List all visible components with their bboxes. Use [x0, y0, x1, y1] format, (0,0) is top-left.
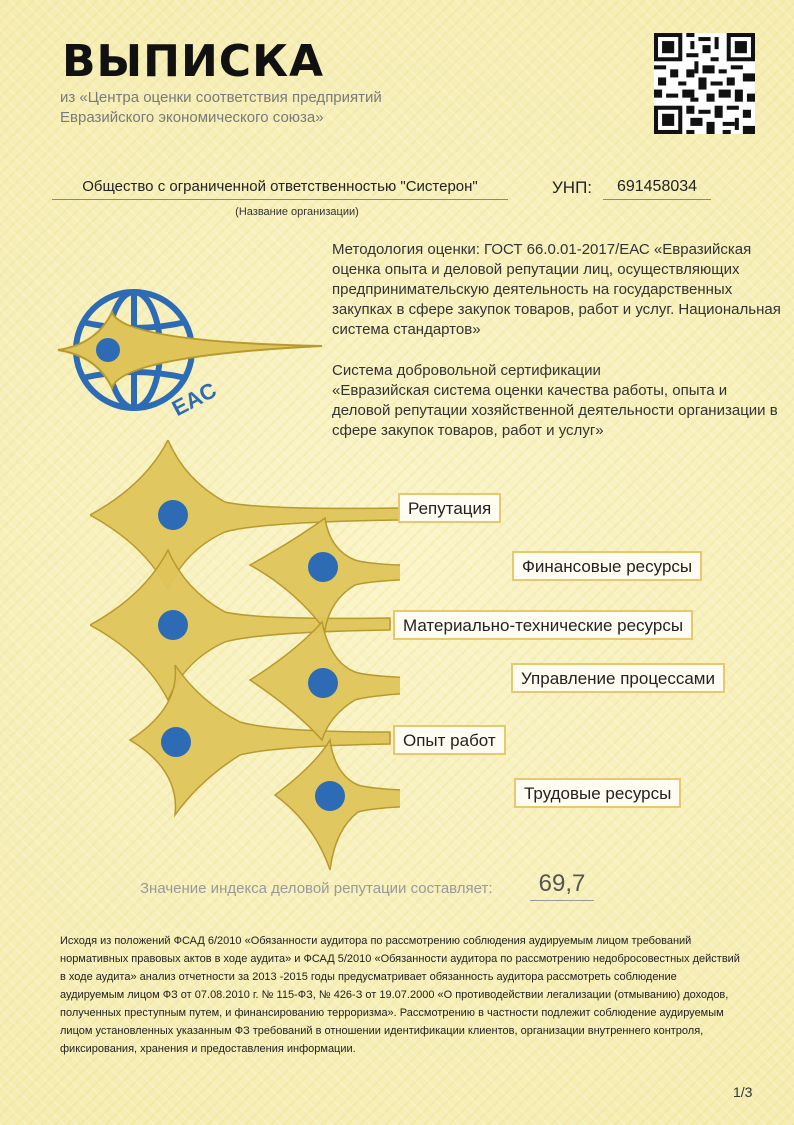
factor-financial-resources: Финансовые ресурсы [512, 551, 702, 581]
eac-logo-text: EAC [167, 377, 221, 422]
organization-name: Общество с ограниченной ответственностью "Систерон" [52, 178, 508, 200]
reputation-index-label: Значение индекса деловой репутации составляет: [140, 880, 493, 897]
unp-value: 691458034 [603, 178, 711, 200]
certification-system [332, 361, 782, 441]
reputation-factors-diagram [90, 440, 400, 880]
page-number: 1/3 [733, 1084, 753, 1100]
factor-process-management: Управление процессами [511, 663, 725, 693]
certification-description: «Евразийская система оценки качества работы, опыта и деловой репутации хозяйственной деятельности организации в сфере закупок товаров, работ и услуг» [332, 382, 778, 439]
organization-caption: (Название организации) [235, 206, 359, 218]
factor-reputation: Репутация [398, 493, 501, 523]
factor-labor-resources: Трудовые ресурсы [514, 778, 681, 808]
legal-text: Исходя из положений ФСАД 6/2010 «Обязанности аудитора по рассмотрению соблюдения аудируемым лицом требований нормативных правовых актов в ходе аудита» и ФСАД 5/2010 «Обязанности аудитора по рассмотрению недобросовестных действий в ходе аудита» анализ отчетности за 2013 -2015 годы предусматривает обязанность аудитора рассмотреть соблюдение аудируемым лицом ФЗ от 07.08.2010 г. № 115-ФЗ, № 426-З от 19.07.2000 «О противодействии легализации (отмыванию) доходов, полученных преступным путем, и финансированию терроризма». Рассмотрению в частности подлежит соблюдение аудируемым лицом установленных указанным ФЗ требований в отношении идентификации клиентов, организации внутреннего контроля, фиксирования, хранения и предоставления информации. [60, 935, 740, 1055]
reputation-index-value: 69,7 [530, 870, 594, 901]
factor-material-resources: Материально-технические ресурсы [393, 610, 693, 640]
qr-code [654, 33, 755, 134]
document-title: ВЫПИСКА [62, 36, 325, 87]
certification-title: Система добровольной сертификации [332, 362, 601, 379]
issuer-subtitle: из «Центра оценки соответствия предприятий Евразийского экономического союза» [60, 89, 382, 126]
factor-work-experience: Опыт работ [393, 725, 506, 755]
eac-logo [52, 282, 324, 428]
unp-label: УНП: [552, 178, 593, 197]
methodology-text: Методология оценки: ГОСТ 66.0.01-2017/ЕАС «Евразийская оценка опыта и деловой репутации лиц, осуществляющих предпринимательскую деятельность на государственных закупках в сфере закупок товаров, работ и услуг. Национальная система стандартов» [332, 241, 781, 338]
